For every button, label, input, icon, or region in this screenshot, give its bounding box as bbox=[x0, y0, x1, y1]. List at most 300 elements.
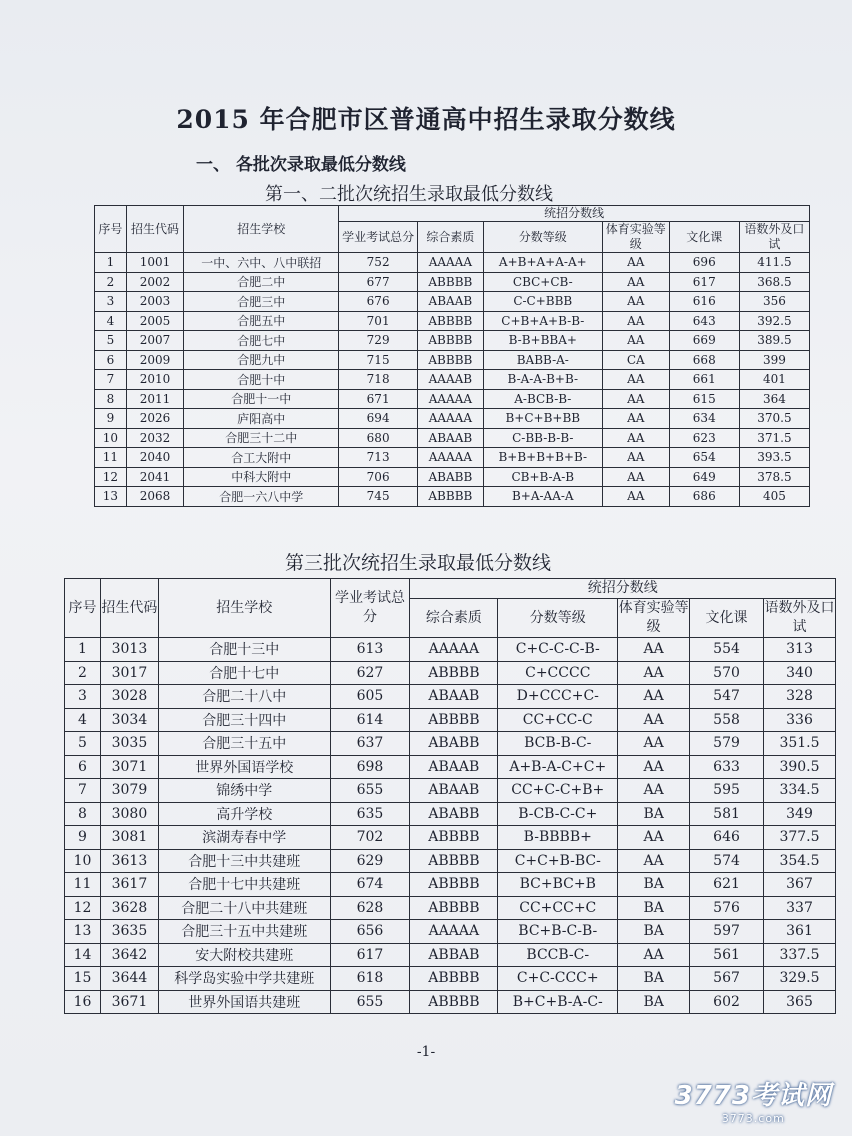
cell-culture: 646 bbox=[690, 826, 764, 850]
cell-no: 15 bbox=[65, 967, 101, 991]
cell-grades: D+CCC+C- bbox=[498, 685, 618, 709]
cell-no: 3 bbox=[65, 685, 101, 709]
cell-code: 2009 bbox=[126, 350, 183, 370]
table-row bbox=[95, 389, 810, 409]
cell-no: 6 bbox=[95, 350, 127, 370]
table-row bbox=[65, 849, 836, 873]
cell-grades: CC+CC+C bbox=[498, 896, 618, 920]
cell-pe: BA bbox=[618, 967, 690, 991]
cell-school: 合肥三十二中 bbox=[184, 428, 339, 448]
cell-code: 3028 bbox=[100, 685, 158, 709]
cell-code: 2041 bbox=[126, 467, 183, 487]
cell-no: 5 bbox=[65, 732, 101, 756]
cell-culture: 567 bbox=[690, 967, 764, 991]
cell-quality: AAAAA bbox=[417, 253, 483, 273]
cell-no: 8 bbox=[95, 389, 127, 409]
cell-culture: 668 bbox=[669, 350, 739, 370]
cell-quality: ABBBB bbox=[410, 896, 498, 920]
header-school: 招生学校 bbox=[184, 206, 339, 253]
cell-lang: 356 bbox=[739, 292, 809, 312]
cell-code: 2040 bbox=[126, 448, 183, 468]
cell-pe: AA bbox=[618, 755, 690, 779]
cell-no: 9 bbox=[65, 826, 101, 850]
cell-culture: 643 bbox=[669, 311, 739, 331]
table-row bbox=[65, 685, 836, 709]
cell-pe: AA bbox=[618, 685, 690, 709]
cell-code: 2032 bbox=[126, 428, 183, 448]
cell-lang: 349 bbox=[763, 802, 835, 826]
cell-code: 3671 bbox=[100, 990, 158, 1014]
cell-total: 617 bbox=[330, 943, 410, 967]
cell-pe: AA bbox=[618, 943, 690, 967]
table-row bbox=[65, 779, 836, 803]
cell-no: 13 bbox=[95, 487, 127, 507]
watermark-site: 3773.com bbox=[721, 1112, 785, 1125]
cell-pe: AA bbox=[618, 849, 690, 873]
table-row bbox=[65, 826, 836, 850]
cell-pe: AA bbox=[602, 448, 669, 468]
cell-grades: A+B-A-C+C+ bbox=[498, 755, 618, 779]
cell-quality: ABAAB bbox=[417, 292, 483, 312]
cell-culture: 654 bbox=[669, 448, 739, 468]
cell-total: 752 bbox=[339, 253, 418, 273]
table-row bbox=[95, 331, 810, 351]
cell-culture: 686 bbox=[669, 487, 739, 507]
cell-lang: 392.5 bbox=[739, 311, 809, 331]
cell-culture: 558 bbox=[690, 708, 764, 732]
cell-culture: 649 bbox=[669, 467, 739, 487]
watermark-brand: 3773考试网 bbox=[674, 1081, 832, 1111]
cell-grades: A+B+A+A-A+ bbox=[483, 253, 602, 273]
cell-quality: ABAAB bbox=[410, 755, 498, 779]
cell-school: 合肥十七中共建班 bbox=[158, 873, 330, 897]
cell-no: 9 bbox=[95, 409, 127, 429]
header-total: 学业考试总分 bbox=[330, 579, 410, 638]
cell-culture: 669 bbox=[669, 331, 739, 351]
cell-no: 2 bbox=[95, 272, 127, 292]
header-pe: 体育实验等级 bbox=[618, 599, 690, 638]
cell-pe: AA bbox=[618, 826, 690, 850]
table1-caption: 第一、二批次统招生录取最低分数线 bbox=[265, 184, 553, 205]
cell-quality: ABBBB bbox=[410, 708, 498, 732]
cell-no: 7 bbox=[65, 779, 101, 803]
cell-culture: 547 bbox=[690, 685, 764, 709]
cell-lang: 337.5 bbox=[763, 943, 835, 967]
cell-no: 8 bbox=[65, 802, 101, 826]
cell-pe: BA bbox=[618, 802, 690, 826]
cell-pe: AA bbox=[618, 779, 690, 803]
cell-pe: AA bbox=[602, 409, 669, 429]
section-heading: 一、 各批次录取最低分数线 bbox=[196, 155, 406, 175]
cell-grades: CBC+CB- bbox=[483, 272, 602, 292]
cell-total: 715 bbox=[339, 350, 418, 370]
cell-grades: C-C+BBB bbox=[483, 292, 602, 312]
cell-lang: 368.5 bbox=[739, 272, 809, 292]
cell-total: 718 bbox=[339, 370, 418, 390]
cell-total: 674 bbox=[330, 873, 410, 897]
cell-total: 702 bbox=[330, 826, 410, 850]
cell-lang: 377.5 bbox=[763, 826, 835, 850]
cell-quality: ABAAB bbox=[417, 428, 483, 448]
table-row bbox=[95, 467, 810, 487]
cell-quality: ABBBB bbox=[410, 661, 498, 685]
cell-culture: 581 bbox=[690, 802, 764, 826]
cell-total: 618 bbox=[330, 967, 410, 991]
cell-culture: 602 bbox=[690, 990, 764, 1014]
table-row bbox=[95, 428, 810, 448]
table-row bbox=[95, 253, 810, 273]
cell-lang: 313 bbox=[763, 638, 835, 662]
cell-lang: 337 bbox=[763, 896, 835, 920]
cell-culture: 617 bbox=[669, 272, 739, 292]
cell-culture: 621 bbox=[690, 873, 764, 897]
cell-school: 世界外国语学校 bbox=[158, 755, 330, 779]
cell-culture: 634 bbox=[669, 409, 739, 429]
cell-school: 庐阳高中 bbox=[184, 409, 339, 429]
table-row bbox=[95, 370, 810, 390]
table-row bbox=[95, 292, 810, 312]
cell-pe: AA bbox=[602, 389, 669, 409]
cell-lang: 364 bbox=[739, 389, 809, 409]
batch1-2-score-table bbox=[94, 205, 810, 507]
table-row bbox=[65, 732, 836, 756]
cell-grades: C-BB-B-B- bbox=[483, 428, 602, 448]
cell-no: 11 bbox=[65, 873, 101, 897]
cell-code: 3642 bbox=[100, 943, 158, 967]
cell-culture: 633 bbox=[690, 755, 764, 779]
table-row bbox=[65, 943, 836, 967]
cell-quality: ABBBB bbox=[410, 967, 498, 991]
cell-lang: 393.5 bbox=[739, 448, 809, 468]
cell-lang: 329.5 bbox=[763, 967, 835, 991]
page-title: 2015 年合肥市区普通高中招生录取分数线 bbox=[176, 105, 676, 134]
cell-quality: ABABB bbox=[410, 732, 498, 756]
table-row bbox=[95, 409, 810, 429]
cell-school: 一中、六中、八中联招 bbox=[184, 253, 339, 273]
cell-lang: 351.5 bbox=[763, 732, 835, 756]
cell-lang: 365 bbox=[763, 990, 835, 1014]
cell-school: 合肥十中 bbox=[184, 370, 339, 390]
cell-lang: 328 bbox=[763, 685, 835, 709]
cell-grades: BCB-B-C- bbox=[498, 732, 618, 756]
cell-pe: AA bbox=[602, 272, 669, 292]
cell-quality: AAAAA bbox=[417, 448, 483, 468]
header-no: 序号 bbox=[65, 579, 101, 638]
cell-school: 合肥十三中共建班 bbox=[158, 849, 330, 873]
cell-pe: AA bbox=[602, 311, 669, 331]
cell-lang: 340 bbox=[763, 661, 835, 685]
cell-total: 671 bbox=[339, 389, 418, 409]
cell-total: 656 bbox=[330, 920, 410, 944]
cell-lang: 411.5 bbox=[739, 253, 809, 273]
cell-lang: 361 bbox=[763, 920, 835, 944]
cell-grades: B-CB-C-C+ bbox=[498, 802, 618, 826]
cell-total: 694 bbox=[339, 409, 418, 429]
cell-pe: BA bbox=[618, 896, 690, 920]
cell-school: 锦绣中学 bbox=[158, 779, 330, 803]
cell-code: 3635 bbox=[100, 920, 158, 944]
cell-total: 729 bbox=[339, 331, 418, 351]
cell-culture: 597 bbox=[690, 920, 764, 944]
cell-no: 2 bbox=[65, 661, 101, 685]
cell-culture: 574 bbox=[690, 849, 764, 873]
cell-pe: AA bbox=[602, 487, 669, 507]
cell-grades: CC+C-C+B+ bbox=[498, 779, 618, 803]
cell-no: 10 bbox=[65, 849, 101, 873]
cell-school: 滨湖寿春中学 bbox=[158, 826, 330, 850]
cell-no: 1 bbox=[95, 253, 127, 273]
cell-grades: BCCB-C- bbox=[498, 943, 618, 967]
cell-school: 合肥三中 bbox=[184, 292, 339, 312]
cell-school: 世界外国语共建班 bbox=[158, 990, 330, 1014]
cell-code: 2007 bbox=[126, 331, 183, 351]
cell-no: 12 bbox=[95, 467, 127, 487]
cell-code: 3644 bbox=[100, 967, 158, 991]
cell-lang: 370.5 bbox=[739, 409, 809, 429]
cell-grades: B+A-AA-A bbox=[483, 487, 602, 507]
cell-school: 高升学校 bbox=[158, 802, 330, 826]
cell-quality: ABBBB bbox=[417, 331, 483, 351]
cell-culture: 696 bbox=[669, 253, 739, 273]
cell-pe: AA bbox=[618, 732, 690, 756]
cell-school: 中科大附中 bbox=[184, 467, 339, 487]
cell-no: 7 bbox=[95, 370, 127, 390]
cell-lang: 367 bbox=[763, 873, 835, 897]
cell-code: 2005 bbox=[126, 311, 183, 331]
cell-grades: B+C+B+BB bbox=[483, 409, 602, 429]
cell-quality: ABBBB bbox=[417, 350, 483, 370]
table-row bbox=[95, 350, 810, 370]
cell-pe: BA bbox=[618, 873, 690, 897]
cell-pe: BA bbox=[618, 990, 690, 1014]
cell-school: 安大附校共建班 bbox=[158, 943, 330, 967]
header-quality: 综合素质 bbox=[410, 599, 498, 638]
header-group: 统招分数线 bbox=[410, 579, 836, 599]
cell-total: 637 bbox=[330, 732, 410, 756]
cell-grades: A-BCB-B- bbox=[483, 389, 602, 409]
cell-culture: 554 bbox=[690, 638, 764, 662]
cell-no: 3 bbox=[95, 292, 127, 312]
cell-culture: 616 bbox=[669, 292, 739, 312]
cell-total: 605 bbox=[330, 685, 410, 709]
cell-no: 5 bbox=[95, 331, 127, 351]
cell-lang: 401 bbox=[739, 370, 809, 390]
cell-lang: 371.5 bbox=[739, 428, 809, 448]
header-pe: 体育实验等级 bbox=[602, 222, 669, 253]
cell-total: 706 bbox=[339, 467, 418, 487]
cell-no: 13 bbox=[65, 920, 101, 944]
cell-code: 2010 bbox=[126, 370, 183, 390]
cell-quality: ABBBB bbox=[417, 272, 483, 292]
cell-quality: ABBBB bbox=[410, 826, 498, 850]
table-row bbox=[65, 920, 836, 944]
cell-lang: 405 bbox=[739, 487, 809, 507]
cell-grades: C+C+B-BC- bbox=[498, 849, 618, 873]
cell-culture: 561 bbox=[690, 943, 764, 967]
table-row bbox=[65, 755, 836, 779]
cell-culture: 615 bbox=[669, 389, 739, 409]
cell-grades: B-A-A-B+B- bbox=[483, 370, 602, 390]
cell-culture: 579 bbox=[690, 732, 764, 756]
header-culture: 文化课 bbox=[669, 222, 739, 253]
cell-quality: ABBBB bbox=[410, 873, 498, 897]
cell-quality: ABBAB bbox=[410, 943, 498, 967]
cell-grades: C+C-C-C-B- bbox=[498, 638, 618, 662]
table-row bbox=[95, 487, 810, 507]
cell-school: 合肥十一中 bbox=[184, 389, 339, 409]
cell-school: 合肥十三中 bbox=[158, 638, 330, 662]
cell-school: 合肥七中 bbox=[184, 331, 339, 351]
page-number: -1- bbox=[416, 1044, 436, 1060]
cell-culture: 595 bbox=[690, 779, 764, 803]
cell-total: 628 bbox=[330, 896, 410, 920]
cell-grades: BABB-A- bbox=[483, 350, 602, 370]
cell-lang: 390.5 bbox=[763, 755, 835, 779]
cell-no: 4 bbox=[95, 311, 127, 331]
header-grades: 分数等级 bbox=[483, 222, 602, 253]
cell-lang: 399 bbox=[739, 350, 809, 370]
cell-grades: CC+CC-C bbox=[498, 708, 618, 732]
cell-quality: ABBBB bbox=[417, 487, 483, 507]
cell-code: 3035 bbox=[100, 732, 158, 756]
cell-grades: CB+B-A-B bbox=[483, 467, 602, 487]
cell-quality: AAAAA bbox=[417, 409, 483, 429]
cell-total: 698 bbox=[330, 755, 410, 779]
cell-culture: 623 bbox=[669, 428, 739, 448]
cell-lang: 378.5 bbox=[739, 467, 809, 487]
table-row bbox=[65, 638, 836, 662]
cell-school: 合肥二十八中共建班 bbox=[158, 896, 330, 920]
cell-total: 677 bbox=[339, 272, 418, 292]
cell-grades: BC+B-C-B- bbox=[498, 920, 618, 944]
cell-total: 701 bbox=[339, 311, 418, 331]
cell-code: 2026 bbox=[126, 409, 183, 429]
cell-school: 合肥一六八中学 bbox=[184, 487, 339, 507]
cell-quality: ABBBB bbox=[410, 849, 498, 873]
cell-pe: AA bbox=[602, 292, 669, 312]
batch3-score-table bbox=[64, 578, 836, 1014]
cell-school: 合工大附中 bbox=[184, 448, 339, 468]
header-quality: 综合素质 bbox=[417, 222, 483, 253]
cell-lang: 336 bbox=[763, 708, 835, 732]
cell-pe: AA bbox=[602, 253, 669, 273]
cell-code: 1001 bbox=[126, 253, 183, 273]
cell-code: 3081 bbox=[100, 826, 158, 850]
cell-culture: 661 bbox=[669, 370, 739, 390]
cell-total: 614 bbox=[330, 708, 410, 732]
header-total: 学业考试总分 bbox=[339, 222, 418, 253]
header-culture: 文化课 bbox=[690, 599, 764, 638]
cell-quality: ABAAB bbox=[410, 779, 498, 803]
header-group: 统招分数线 bbox=[339, 206, 810, 222]
cell-code: 2003 bbox=[126, 292, 183, 312]
cell-culture: 570 bbox=[690, 661, 764, 685]
cell-code: 3079 bbox=[100, 779, 158, 803]
cell-code: 3628 bbox=[100, 896, 158, 920]
header-code: 招生代码 bbox=[126, 206, 183, 253]
cell-total: 680 bbox=[339, 428, 418, 448]
cell-grades: BC+BC+B bbox=[498, 873, 618, 897]
cell-culture: 576 bbox=[690, 896, 764, 920]
table-row bbox=[65, 708, 836, 732]
cell-school: 合肥三十五中共建班 bbox=[158, 920, 330, 944]
cell-code: 3613 bbox=[100, 849, 158, 873]
cell-quality: ABABB bbox=[417, 467, 483, 487]
cell-quality: ABBBB bbox=[410, 990, 498, 1014]
cell-pe: AA bbox=[602, 467, 669, 487]
cell-grades: B+B+B+B+B- bbox=[483, 448, 602, 468]
cell-quality: ABAAB bbox=[410, 685, 498, 709]
cell-school: 合肥九中 bbox=[184, 350, 339, 370]
cell-pe: AA bbox=[602, 370, 669, 390]
table-row bbox=[65, 873, 836, 897]
cell-code: 3017 bbox=[100, 661, 158, 685]
cell-school: 合肥三十四中 bbox=[158, 708, 330, 732]
cell-code: 3013 bbox=[100, 638, 158, 662]
cell-quality: AAAAA bbox=[410, 638, 498, 662]
table-row bbox=[95, 311, 810, 331]
cell-total: 713 bbox=[339, 448, 418, 468]
cell-pe: AA bbox=[602, 428, 669, 448]
table-row bbox=[95, 272, 810, 292]
table-row bbox=[65, 802, 836, 826]
cell-no: 14 bbox=[65, 943, 101, 967]
cell-grades: C+B+A+B-B- bbox=[483, 311, 602, 331]
cell-total: 745 bbox=[339, 487, 418, 507]
cell-grades: B+C+B-A-C- bbox=[498, 990, 618, 1014]
cell-grades: C+C-CCC+ bbox=[498, 967, 618, 991]
header-grades: 分数等级 bbox=[498, 599, 618, 638]
cell-total: 613 bbox=[330, 638, 410, 662]
cell-total: 676 bbox=[339, 292, 418, 312]
cell-school: 合肥二十八中 bbox=[158, 685, 330, 709]
cell-pe: BA bbox=[618, 920, 690, 944]
cell-quality: AAAAA bbox=[410, 920, 498, 944]
cell-quality: ABABB bbox=[410, 802, 498, 826]
cell-school: 合肥三十五中 bbox=[158, 732, 330, 756]
cell-pe: AA bbox=[618, 661, 690, 685]
cell-code: 2068 bbox=[126, 487, 183, 507]
cell-grades: C+CCCC bbox=[498, 661, 618, 685]
cell-lang: 354.5 bbox=[763, 849, 835, 873]
header-school: 招生学校 bbox=[158, 579, 330, 638]
cell-no: 6 bbox=[65, 755, 101, 779]
cell-grades: B-B+BBA+ bbox=[483, 331, 602, 351]
site-watermark-logo bbox=[675, 1075, 832, 1125]
cell-code: 3034 bbox=[100, 708, 158, 732]
header-lang-oral: 语数外及口试 bbox=[739, 222, 809, 253]
cell-total: 627 bbox=[330, 661, 410, 685]
cell-total: 655 bbox=[330, 779, 410, 803]
cell-no: 11 bbox=[95, 448, 127, 468]
header-no: 序号 bbox=[95, 206, 127, 253]
table-row bbox=[95, 448, 810, 468]
cell-code: 3080 bbox=[100, 802, 158, 826]
cell-school: 合肥五中 bbox=[184, 311, 339, 331]
cell-code: 3617 bbox=[100, 873, 158, 897]
cell-lang: 389.5 bbox=[739, 331, 809, 351]
cell-code: 2002 bbox=[126, 272, 183, 292]
cell-pe: AA bbox=[618, 638, 690, 662]
header-lang-oral: 语数外及口试 bbox=[763, 599, 835, 638]
header-code: 招生代码 bbox=[100, 579, 158, 638]
table-row bbox=[65, 896, 836, 920]
cell-no: 12 bbox=[65, 896, 101, 920]
cell-total: 655 bbox=[330, 990, 410, 1014]
cell-grades: B-BBBB+ bbox=[498, 826, 618, 850]
cell-pe: AA bbox=[618, 708, 690, 732]
table-row bbox=[65, 661, 836, 685]
